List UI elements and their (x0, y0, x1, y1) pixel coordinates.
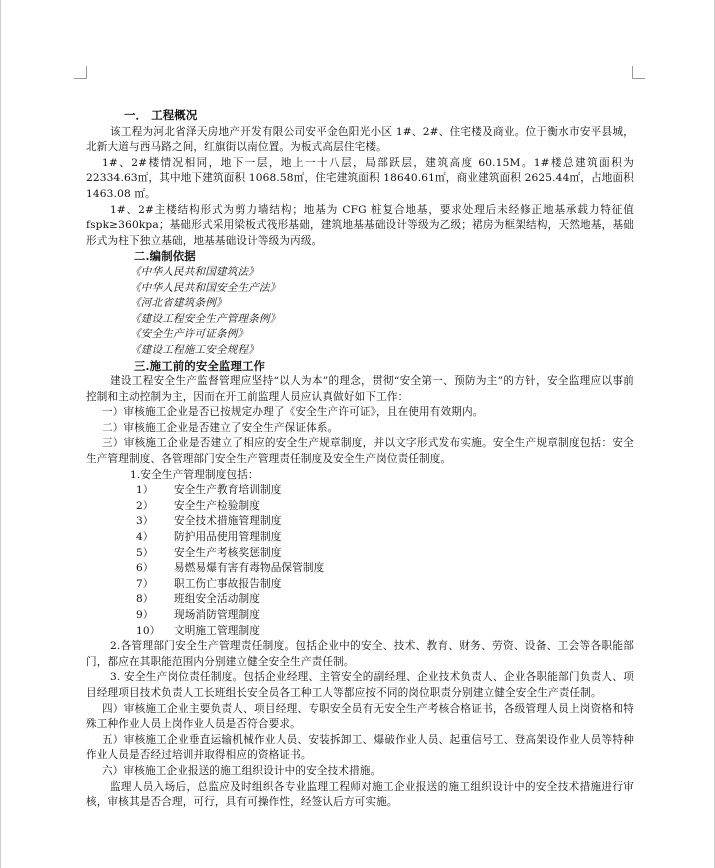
list-item (86, 530, 634, 546)
list-item-text: 现场消防管理制度 (174, 609, 260, 621)
section-heading-basis: 二.编制依据 (134, 249, 196, 264)
post-responsibility-paragraph: 3. 安全生产岗位责任制度。包括企业经理、主管安全的副经理、企业技术负责人、企业各职能部门负责人、项目经理项目技术负责人工长班组长安全员各工种工人等都应按不同的岗位职责分别建立健全安全生产责任制。 (86, 671, 634, 699)
section-heading-supervision: 三.施工前的安全监理工作 (134, 358, 266, 373)
check-item-3: 三）审核施工企业是否建立了相应的安全生产规章制度，并以文字形式发布实施。安全生产规章制度包括：安全生产管理制度、各管理部门安全生产管理责任制度及安全生产岗位责任制度。 (86, 437, 634, 466)
list-item-number: 10） (136, 624, 161, 637)
list-item-text: 安全生产教育培训制度 (174, 484, 282, 497)
list-item (86, 608, 634, 624)
list-item-text: 职工伤亡事故报告制度 (174, 577, 282, 590)
list-item (86, 514, 634, 530)
management-rules-title: 1.安全生产管理制度包括： (130, 468, 259, 481)
list-item-text: 安全技术措施管理制度 (174, 515, 282, 528)
list-item-number: 5） (136, 546, 154, 559)
overview-paragraph-3: 1#、2#主楼结构形式为剪力墙结构；地基为 CFG 桩复合地基，要求处理后未经修正地基承载力特征值 fspk≥360kpa；基础形式采用梁板式筏形基础，建筑地基基础设计等级为乙级；裙房为框架结构，天然地基，基础形式为柱下独立基础，地基基础设计等级为丙级。 (86, 203, 634, 247)
list-item (86, 499, 634, 515)
list-item-text: 安全生产检验制度 (174, 499, 260, 512)
closing-paragraph: 监理人员入场后，总监应及时组织各专业监理工程师对施工企业报送的施工组织设计中的安全技术措施进行审核，审核其是否合理，可行，具有可操作性，经签认后方可实施。 (86, 780, 634, 809)
list-item (86, 592, 634, 608)
overview-paragraph-1: 该工程为河北省泽天房地产开发有限公司安平金色阳光小区 1#、2#、住宅楼及商业。位于衡水市安平县城，北新大道与西马路之间，红旗街以南位置。为板式高层住宅楼。 (86, 125, 634, 154)
check-item-6: 六）审核施工企业报送的施工组织设计中的安全技术措施。 (102, 764, 382, 777)
list-item-text: 防护用品使用管理制度 (174, 531, 282, 544)
list-item-text: 安全生产考核奖惩制度 (174, 546, 282, 559)
law-item: 《中华人民共和国安全生产法》 (130, 281, 281, 294)
list-item (86, 546, 634, 562)
check-item-4: 四）审核施工企业主要负责人、项目经理、专职安全员有无安全生产考核合格证书，各级管理人员上岗资格和特殊工种作业人员上岗作业人员是否符合要求。 (86, 702, 634, 731)
crop-mark-top-right (632, 66, 645, 79)
law-item: 《中华人民共和国建筑法》 (130, 265, 259, 278)
list-item-number: 7） (136, 577, 154, 590)
list-item-number: 6） (136, 562, 154, 575)
law-item: 《建设工程施工安全规程》 (130, 343, 259, 356)
list-item (86, 577, 634, 593)
crop-mark-top-left (74, 66, 87, 79)
law-item: 《安全生产许可证条例》 (130, 328, 249, 341)
list-item-number: 3） (136, 515, 154, 528)
list-item-text: 文明施工管理制度 (174, 624, 260, 637)
document-body (86, 108, 634, 811)
law-item: 《河北省建筑条例》 (130, 297, 227, 310)
check-item-1: 一）审核施工企业是否已按规定办理了《安全生产许可证》，且在使用有效期内。 (102, 406, 484, 419)
list-item-number: 1） (136, 484, 154, 497)
law-item: 《建设工程安全生产管理条例》 (130, 312, 281, 325)
department-responsibility-paragraph: 2.各管理部门安全生产管理责任制度。包括企业中的安全、技术、教育、财务、劳资、设备、工会等各职能部门，都应在其职能范围内分别建立健全安全生产责任制。 (86, 640, 634, 668)
list-item-number: 8） (136, 593, 154, 606)
overview-paragraph-2: 1#、2#楼情况相同，地下一层，地上一十八层，局部跃层，建筑高度 60.15M。1#楼总建筑面积为 22334.63㎡，其中地下建筑面积 1068.58㎡，住宅建筑面积 18640.61㎡，商业建筑面积 2625.44㎡，占地面积 1463.08 ㎡。 (86, 156, 634, 200)
list-item-text: 易燃易爆有害有毒物品保管制度 (174, 562, 325, 575)
list-item (86, 483, 634, 499)
section-heading-overview: 一． 工程概况 (124, 108, 198, 122)
list-item (86, 561, 634, 577)
list-item-number: 9） (136, 609, 154, 621)
supervision-intro: 建设工程安全生产监督管理应坚持“以人为本”的理念，贯彻“安全第一、预防为主”的方针，安全监理应以事前控制和主动控制为主，因而在开工前监理人员应认真做好如下工作： (86, 375, 634, 403)
list-item (86, 624, 634, 640)
check-item-2: 二）审核施工企业是否建立了安全生产保证体系。 (102, 421, 339, 434)
list-item-number: 4） (136, 531, 154, 544)
check-item-5: 五）审核施工企业垂直运输机械作业人员、安装拆卸工、爆破作业人员、起重信号工、登高架设作业人员等特种作业人员是否经过培训并取得相应的资格证书。 (86, 733, 634, 762)
list-item-number: 2） (136, 499, 154, 512)
list-item-text: 班组安全活动制度 (174, 593, 260, 606)
